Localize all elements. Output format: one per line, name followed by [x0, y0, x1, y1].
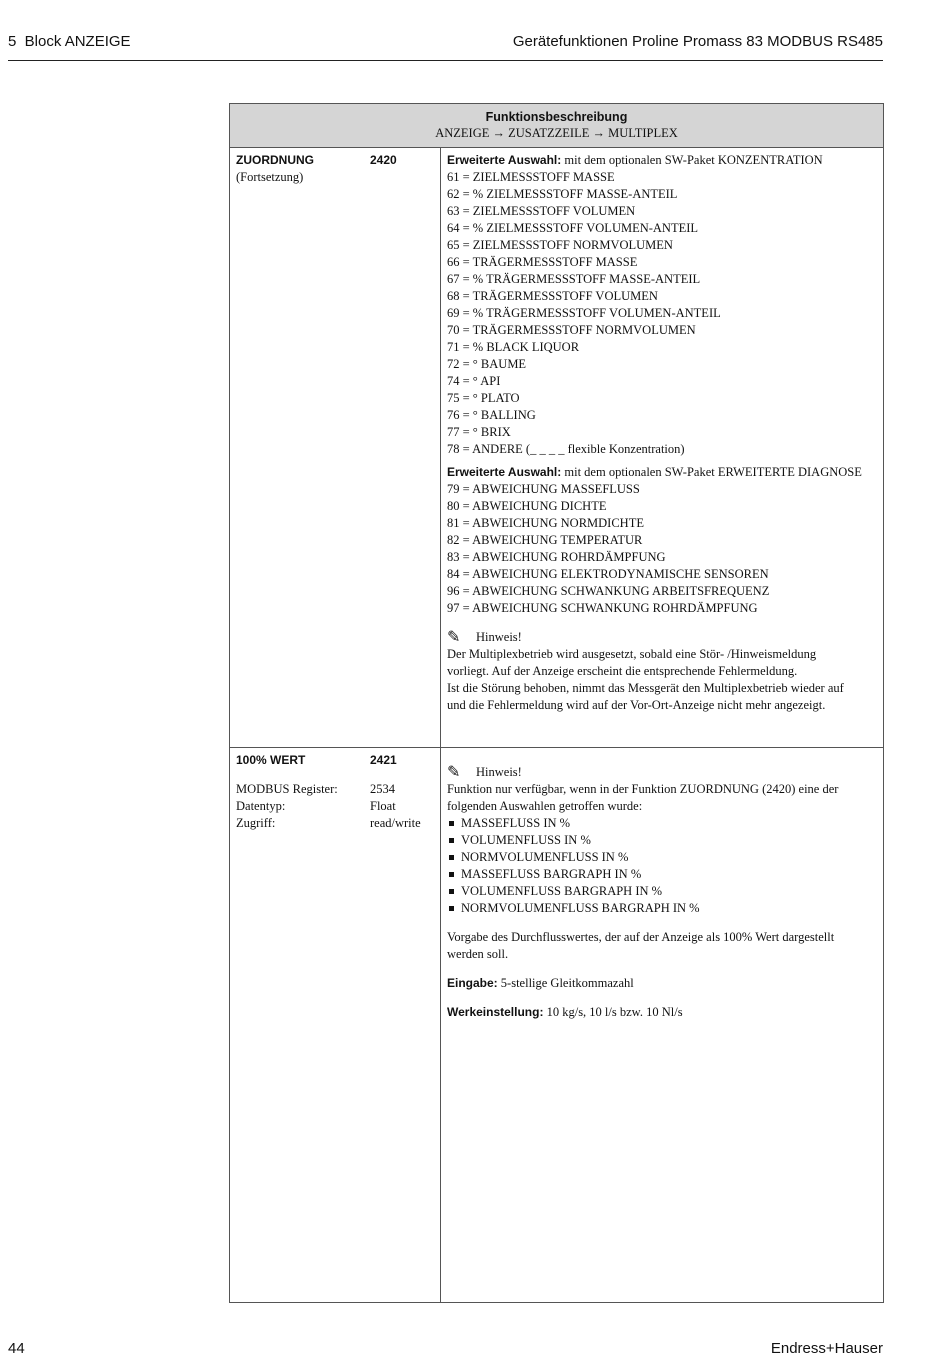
meta-value: read/write [370, 816, 421, 830]
list-item: MASSEFLUSS IN % [447, 815, 877, 832]
meta-key: Datentyp: [236, 799, 286, 813]
list-item: 68 = TRÄGERMESSSTOFF VOLUMEN [447, 289, 658, 303]
selection-heading-diagnosis: Erweiterte Auswahl: mit dem optionalen SW-Paket ERWEITERTE DIAGNOSE [447, 465, 862, 479]
meta-row [236, 781, 434, 798]
header-rule [8, 60, 883, 61]
meta-key: MODBUS Register: [236, 782, 338, 796]
list-item: 70 = TRÄGERMESSSTOFF NORMVOLUMEN [447, 323, 696, 337]
function-description [447, 929, 877, 963]
function-label-cell [230, 748, 441, 1303]
function-meta [236, 781, 434, 832]
note-line: Funktion nur verfügbar, wenn in der Funktion ZUORDNUNG (2420) eine der [447, 782, 839, 796]
brand-name: Endress+Hauser [770, 1340, 883, 1357]
function-description-cell [441, 748, 884, 1303]
table-header [230, 104, 884, 148]
function-label-cell [230, 148, 441, 748]
list-item: 97 = ABWEICHUNG SCHWANKUNG ROHRDÄMPFUNG [447, 601, 758, 615]
list-item: 61 = ZIELMESSSTOFF MASSE [447, 170, 615, 184]
list-item: 77 = ° BRIX [447, 425, 511, 439]
table-path: ANZEIGE → ZUSATZZEILE → MULTIPLEX [435, 126, 678, 140]
description-line: werden soll. [447, 947, 509, 961]
meta-value: Float [370, 799, 396, 813]
meta-key: Zugriff: [236, 816, 276, 830]
note-line: und die Fehlermeldung wird auf der Vor-Ort-Anzeige nicht mehr angezeigt. [447, 698, 826, 712]
list-item: 83 = ABWEICHUNG ROHRDÄMPFUNG [447, 550, 666, 564]
note-line: folgenden Auswahlen getroffen wurde: [447, 799, 643, 813]
note-line: Der Multiplexbetrieb wird ausgesetzt, sobald eine Stör- /Hinweismeldung [447, 647, 817, 661]
list-item: 62 = % ZIELMESSSTOFF MASSE-ANTEIL [447, 187, 678, 201]
function-name: 100% WERT [236, 753, 306, 767]
list-item: 78 = ANDERE (_ _ _ _ flexible Konzentration) [447, 442, 685, 456]
note-label: Hinweis! [476, 765, 522, 779]
default-setting: Werkeinstellung: 10 kg/s, 10 l/s bzw. 10 Nl/s [447, 1005, 683, 1019]
list-item: 80 = ABWEICHUNG DICHTE [447, 499, 607, 513]
table-title: Funktionsbeschreibung [485, 110, 628, 124]
note-line: Ist die Störung behoben, nimmt das Messgerät den Multiplexbetrieb wieder auf [447, 681, 844, 695]
note-label: Hinweis! [476, 630, 522, 644]
table-row-zuordnung [230, 148, 884, 748]
list-item: 69 = % TRÄGERMESSSTOFF VOLUMEN-ANTEIL [447, 306, 721, 320]
list-item: NORMVOLUMENFLUSS IN % [447, 849, 877, 866]
table-row-100-wert [230, 748, 884, 1303]
list-item: 74 = ° API [447, 374, 501, 388]
meta-row [236, 798, 434, 815]
header-section-title: 5 Block ANZEIGE [8, 33, 131, 50]
selection-heading-concentration: Erweiterte Auswahl: mit dem optionalen SW-Paket KONZENTRATION [447, 153, 823, 167]
selection-list-concentration [447, 169, 877, 458]
function-description-cell [441, 148, 884, 748]
list-item: 96 = ABWEICHUNG SCHWANKUNG ARBEITSFREQUENZ [447, 584, 770, 598]
note-heading [447, 764, 877, 781]
list-item: VOLUMENFLUSS IN % [447, 832, 877, 849]
list-item: 76 = ° BALLING [447, 408, 536, 422]
list-item: 65 = ZIELMESSSTOFF NORMVOLUMEN [447, 238, 673, 252]
note-heading [447, 629, 877, 646]
function-table [229, 103, 884, 1303]
list-item: 66 = TRÄGERMESSSTOFF MASSE [447, 255, 638, 269]
pencil-note-icon: ✎ [447, 628, 461, 646]
header-document-title: Gerätefunktionen Proline Promass 83 MODBUS RS485 [512, 33, 883, 50]
function-code: 2421 [370, 753, 397, 767]
page-number: 44 [8, 1340, 25, 1357]
function-code: 2420 [370, 153, 397, 167]
meta-row [236, 815, 434, 832]
list-item: 63 = ZIELMESSSTOFF VOLUMEN [447, 204, 636, 218]
selection-list-diagnosis [447, 481, 877, 617]
note-line: vorliegt. Auf der Anzeige erscheint die entsprechende Fehlermeldung. [447, 664, 798, 678]
list-item: 84 = ABWEICHUNG ELEKTRODYNAMISCHE SENSOREN [447, 567, 769, 581]
note-text [447, 646, 877, 714]
function-sublabel: (Fortsetzung) [236, 170, 304, 184]
list-item: NORMVOLUMENFLUSS BARGRAPH IN % [447, 900, 877, 917]
list-item: 79 = ABWEICHUNG MASSEFLUSS [447, 482, 640, 496]
list-item: 71 = % BLACK LIQUOR [447, 340, 580, 354]
note-text [447, 781, 877, 815]
list-item: 82 = ABWEICHUNG TEMPERATUR [447, 533, 643, 547]
meta-value: 2534 [370, 782, 395, 796]
list-item: 67 = % TRÄGERMESSSTOFF MASSE-ANTEIL [447, 272, 701, 286]
list-item: 72 = ° BAUME [447, 357, 527, 371]
description-line: Vorgabe des Durchflusswertes, der auf der Anzeige als 100% Wert dargestellt [447, 930, 835, 944]
function-name: ZUORDNUNG [236, 153, 314, 167]
input-spec: Eingabe: 5-stellige Gleitkommazahl [447, 976, 634, 990]
list-item: 75 = ° PLATO [447, 391, 520, 405]
list-item: MASSEFLUSS BARGRAPH IN % [447, 866, 877, 883]
selection-bullet-list [447, 815, 877, 917]
list-item: 81 = ABWEICHUNG NORMDICHTE [447, 516, 644, 530]
list-item: 64 = % ZIELMESSSTOFF VOLUMEN-ANTEIL [447, 221, 699, 235]
pencil-note-icon: ✎ [447, 763, 461, 781]
list-item: VOLUMENFLUSS BARGRAPH IN % [447, 883, 877, 900]
